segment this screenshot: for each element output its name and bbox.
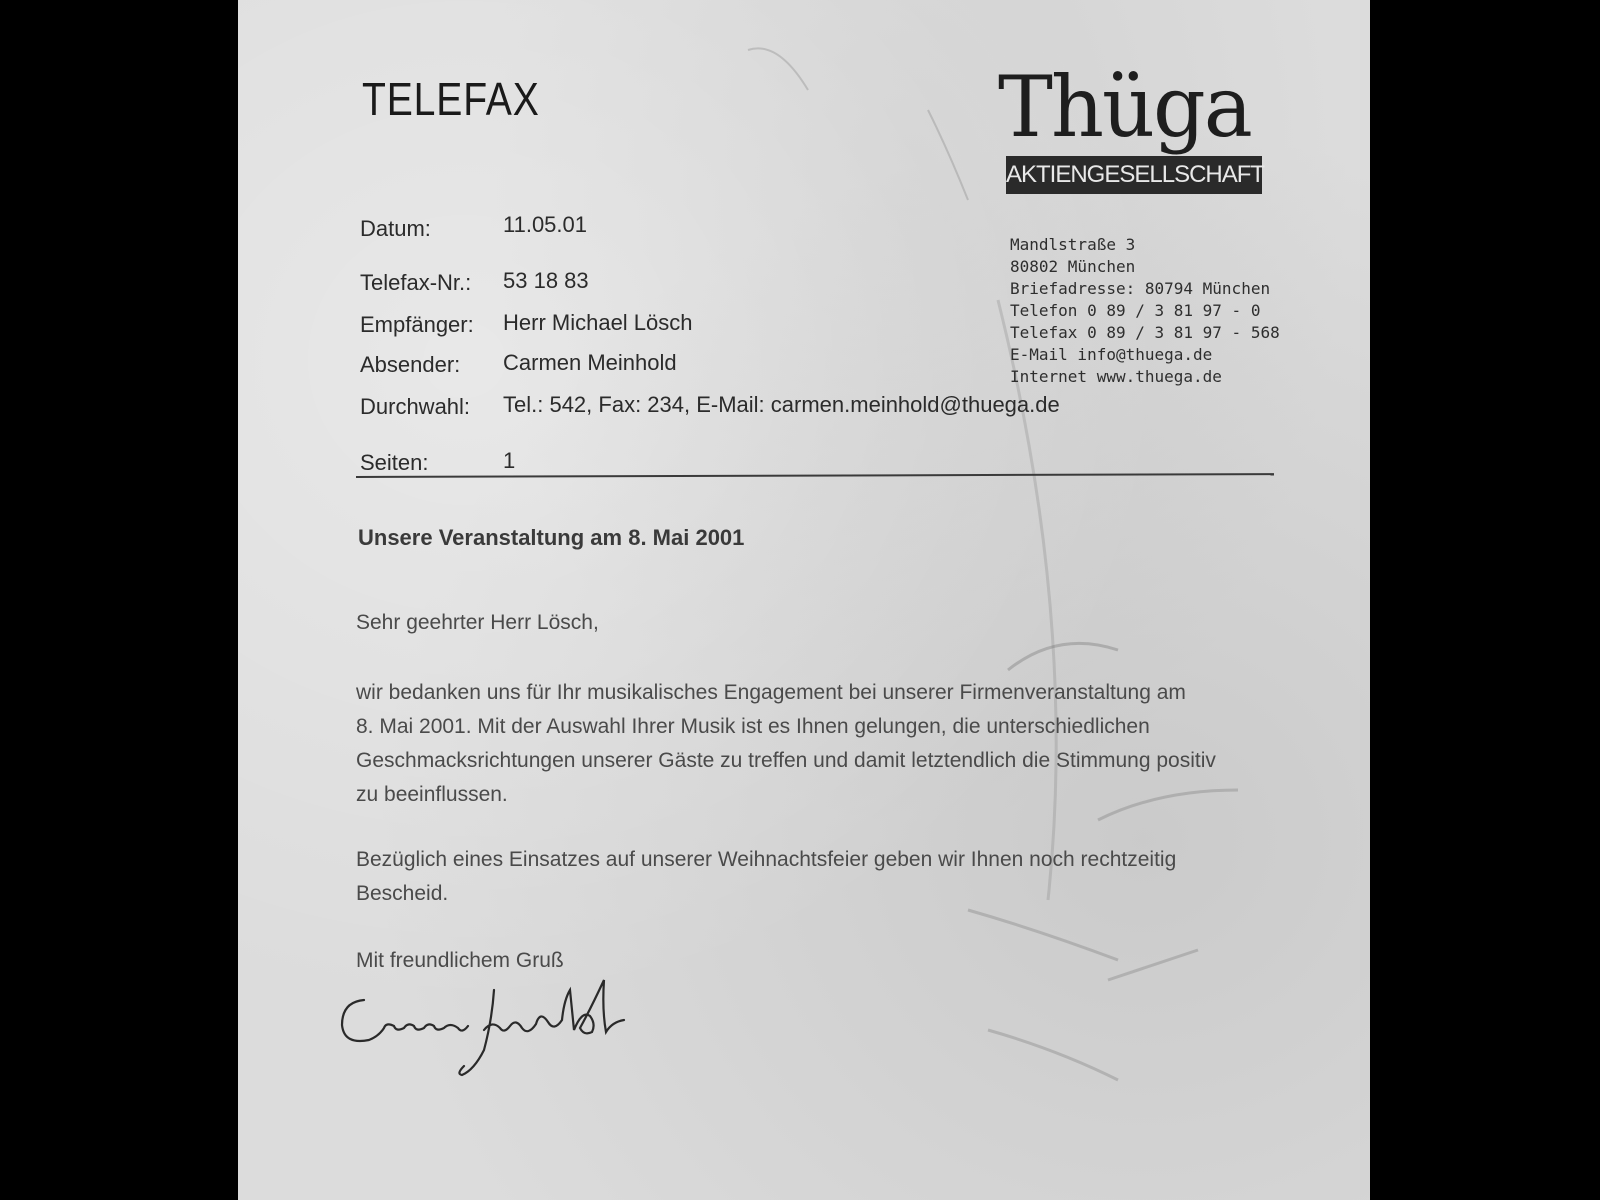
address-postal: Briefadresse: 80794 München xyxy=(1010,279,1271,298)
date-label: Datum: xyxy=(360,216,431,241)
paragraph-1-line-3: Geschmacksrichtungen unserer Gäste zu treffen und damit letztendlich die Stimmung positiv xyxy=(356,749,1216,772)
extension-label: Durchwahl: xyxy=(360,394,471,419)
date-value: 11.05.01 xyxy=(503,212,588,237)
address-street: Mandlstraße 3 xyxy=(1010,235,1136,254)
letter-subject: Unsere Veranstaltung am 8. Mai 2001 xyxy=(358,525,745,550)
header-divider xyxy=(356,473,1274,478)
address-email: E-Mail info@thuega.de xyxy=(1010,345,1213,364)
address-city: 80802 München xyxy=(1010,257,1136,276)
paragraph-2-line-1: Bezüglich eines Einsatzes auf unserer Weihnachtsfeier geben wir Ihnen noch rechtzeitig xyxy=(356,848,1177,871)
fax-number-label: Telefax-Nr.: xyxy=(360,270,472,295)
paragraph-1-line-1: wir bedanken uns für Ihr musikalisches Engagement bei unserer Firmenveranstaltung am xyxy=(356,681,1186,704)
address-fax: Telefax 0 89 / 3 81 97 - 568 xyxy=(1010,323,1280,342)
fax-number-value: 53 18 83 xyxy=(503,268,589,293)
address-phone: Telefon 0 89 / 3 81 97 - 0 xyxy=(1010,301,1261,320)
company-address xyxy=(1010,234,1280,388)
letter-paragraph-2 xyxy=(356,843,1316,911)
letter-paragraph-1 xyxy=(356,676,1316,812)
address-web: Internet www.thuega.de xyxy=(1010,367,1222,386)
letter-salutation: Sehr geehrter Herr Lösch, xyxy=(356,611,599,634)
paragraph-1-line-4: zu beeinflussen. xyxy=(356,783,508,806)
logo-tagline: AKTIENGESELLSCHAFT xyxy=(1006,156,1262,194)
paragraph-2-line-2: Bescheid. xyxy=(356,882,449,905)
extension-value: Tel.: 542, Fax: 234, E-Mail: carmen.meinhold@thuega.de xyxy=(503,392,1060,417)
pages-label: Seiten: xyxy=(360,450,429,475)
handwritten-signature xyxy=(334,970,654,1080)
recipient-value: Herr Michael Lösch xyxy=(503,310,693,335)
document-type-title: TELEFAX xyxy=(362,73,540,125)
letter-closing: Mit freundlichem Gruß xyxy=(356,949,564,972)
pages-value: 1 xyxy=(503,448,516,473)
paragraph-1-line-2: 8. Mai 2001. Mit der Auswahl Ihrer Musik ist es Ihnen gelungen, die unterschiedlichen xyxy=(356,715,1150,738)
sender-value: Carmen Meinhold xyxy=(503,350,677,375)
sender-label: Absender: xyxy=(360,352,461,377)
recipient-label: Empfänger: xyxy=(360,312,474,337)
fax-page xyxy=(238,0,1370,1200)
company-logo xyxy=(998,58,1308,194)
logo-wordmark: Thüga xyxy=(998,58,1251,156)
